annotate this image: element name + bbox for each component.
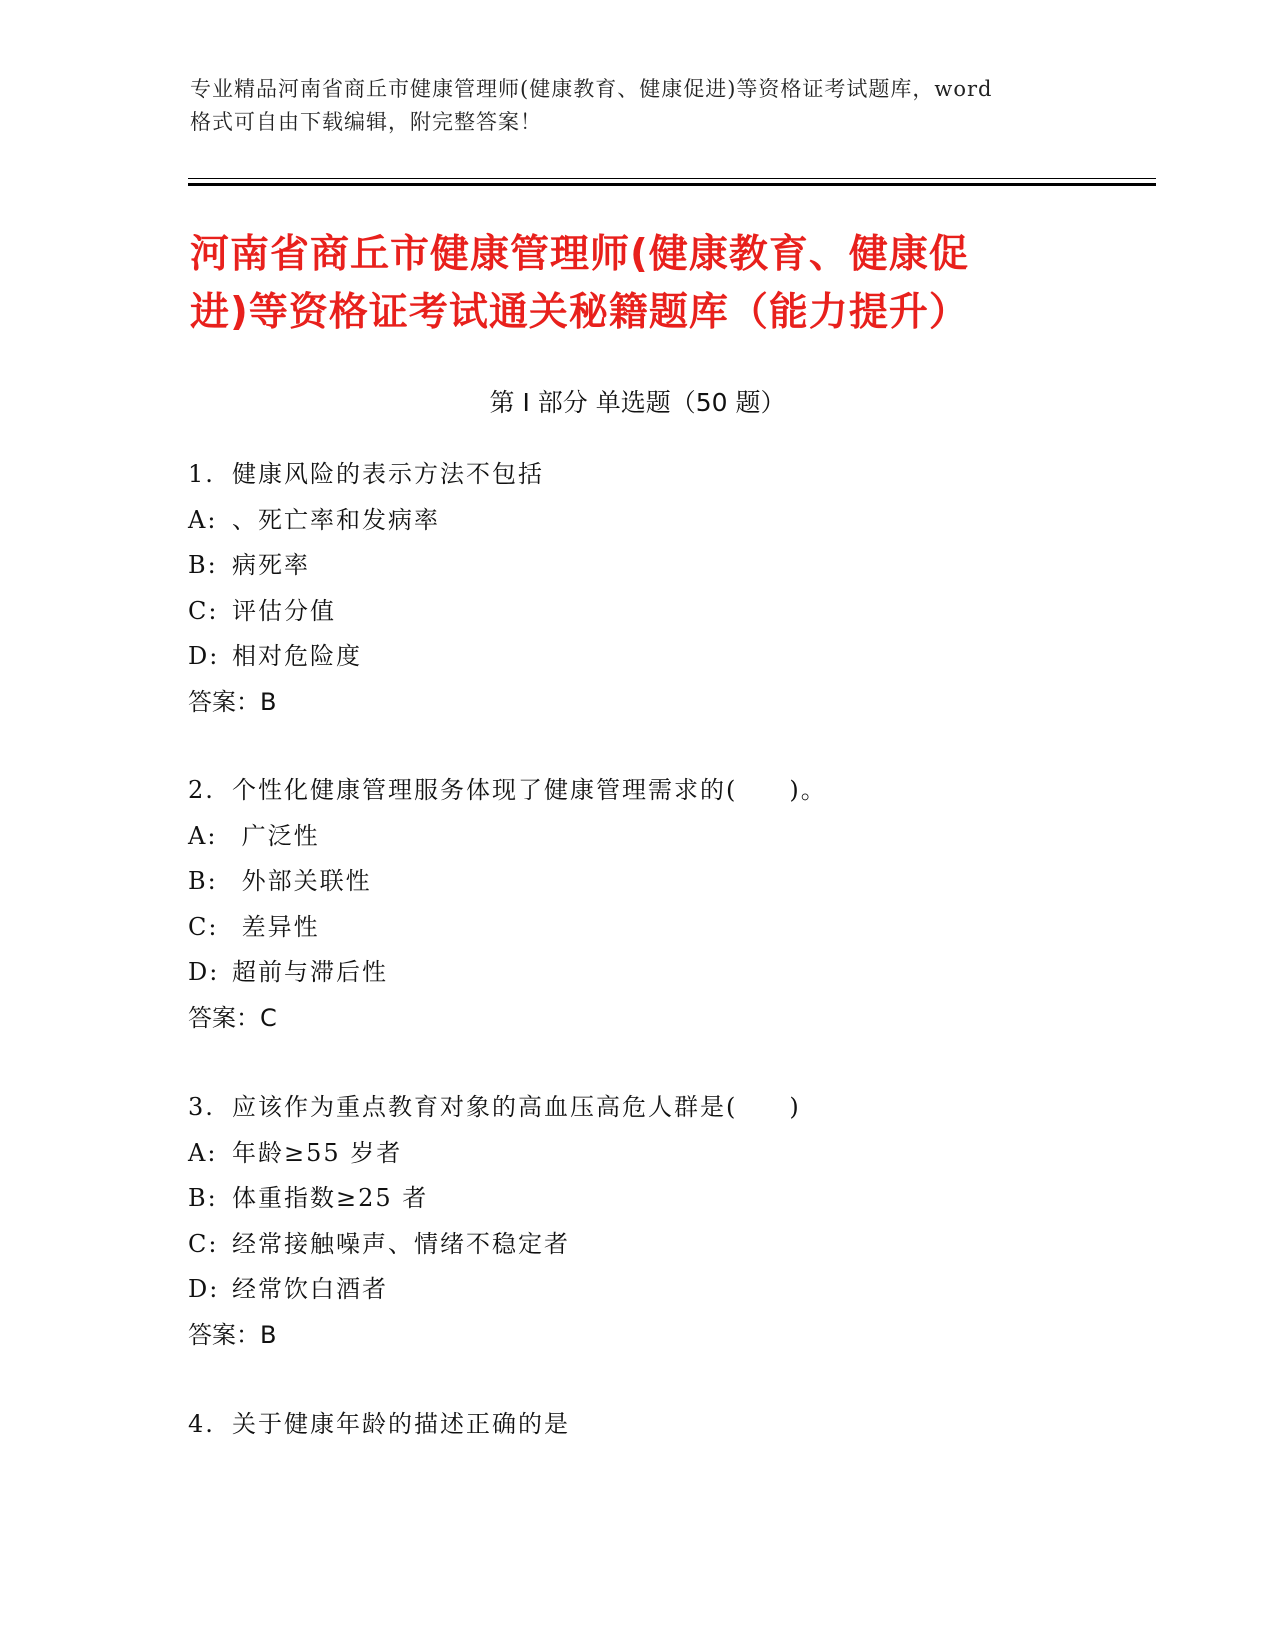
option-text: 差异性 xyxy=(232,912,320,941)
option-d xyxy=(188,950,1088,996)
question-stem xyxy=(188,452,1088,498)
question-text: 个性化健康管理服务体现了健康管理需求的( )。 xyxy=(232,776,827,804)
header-note-line-2: 格式可自由下载编辑，附完整答案！ xyxy=(190,110,542,134)
document-title-line-2: 进)等资格证考试通关秘籍题库（能力提升） xyxy=(190,290,969,335)
option-text: 相对危险度 xyxy=(232,642,362,670)
option-b xyxy=(188,1176,1088,1222)
question-text: 关于健康年龄的描述正确的是 xyxy=(232,1410,570,1438)
option-a xyxy=(188,814,1088,860)
question-text: 应该作为重点教育对象的高血压高危人群是( ) xyxy=(232,1093,801,1121)
option-key: D: xyxy=(188,958,220,986)
option-key: B: xyxy=(188,867,218,895)
question-number: 2. xyxy=(188,776,215,804)
option-key: A: xyxy=(188,821,218,850)
document-title-line-1: 河南省商丘市健康管理师(健康教育、健康促 xyxy=(190,232,969,277)
option-key: A: xyxy=(188,505,218,534)
question-2 xyxy=(188,768,1088,1041)
option-key: C: xyxy=(188,596,219,625)
document-title xyxy=(190,226,1090,342)
option-text: 超前与滞后性 xyxy=(232,958,388,986)
answer: 答案：B xyxy=(188,687,277,716)
option-d xyxy=(188,634,1088,680)
question-1 xyxy=(188,452,1088,725)
option-text: 年龄≥55 岁者 xyxy=(232,1138,403,1167)
header-note xyxy=(190,73,1090,139)
option-b xyxy=(188,543,1088,589)
header-divider-thin xyxy=(188,178,1156,179)
question-number: 3. xyxy=(188,1093,215,1121)
option-text: 病死率 xyxy=(232,551,310,579)
option-text: 评估分值 xyxy=(232,596,336,625)
option-text: 经常接触噪声、情绪不稳定者 xyxy=(232,1229,570,1258)
answer: 答案：B xyxy=(188,1320,277,1349)
option-text: 、死亡率和发病率 xyxy=(232,505,440,534)
question-number: 1. xyxy=(188,460,215,488)
question-3 xyxy=(188,1085,1088,1358)
option-key: B: xyxy=(188,1184,218,1212)
header-divider-thick xyxy=(188,183,1156,186)
option-text: 广泛性 xyxy=(232,821,320,850)
option-a xyxy=(188,498,1088,544)
question-stem xyxy=(188,1085,1088,1131)
option-key: C: xyxy=(188,912,219,941)
option-text: 外部关联性 xyxy=(232,867,372,895)
option-c xyxy=(188,589,1088,635)
option-d xyxy=(188,1267,1088,1313)
question-stem xyxy=(188,1402,1088,1448)
option-key: C: xyxy=(188,1229,219,1258)
option-text: 经常饮白酒者 xyxy=(232,1275,388,1303)
option-key: D: xyxy=(188,1275,220,1303)
option-text: 体重指数≥25 者 xyxy=(232,1184,429,1212)
answer: 答案：C xyxy=(188,1003,277,1032)
header-note-line-1: 专业精品河南省商丘市健康管理师(健康教育、健康促进)等资格证考试题库，word xyxy=(190,77,993,101)
question-number: 4. xyxy=(188,1410,215,1438)
question-4 xyxy=(188,1402,1088,1448)
option-a xyxy=(188,1131,1088,1177)
question-stem xyxy=(188,768,1088,814)
option-c xyxy=(188,1222,1088,1268)
option-key: D: xyxy=(188,642,220,670)
option-b xyxy=(188,859,1088,905)
option-key: B: xyxy=(188,551,218,579)
section-title: 第 I 部分 单选题（50 题） xyxy=(489,388,786,417)
question-text: 健康风险的表示方法不包括 xyxy=(232,460,544,488)
option-key: A: xyxy=(188,1138,218,1167)
option-c xyxy=(188,905,1088,951)
